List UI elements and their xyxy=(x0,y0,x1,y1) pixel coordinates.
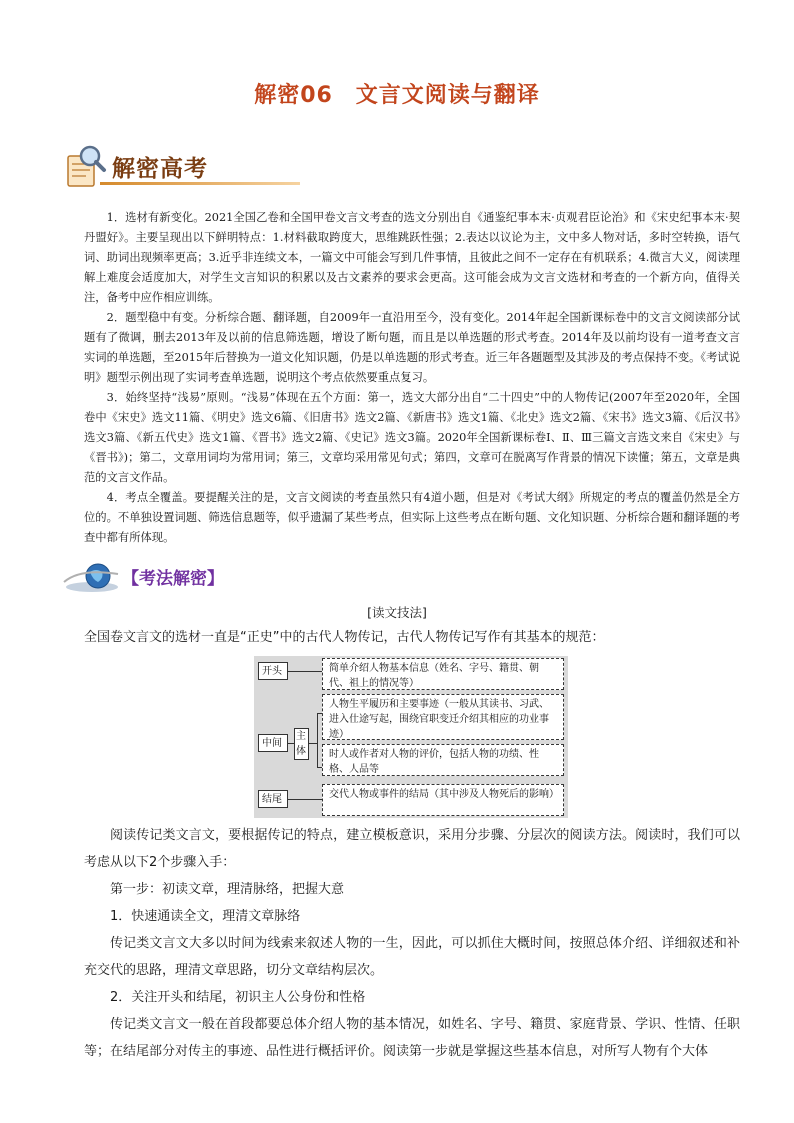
body-paragraph: 传记类文言文一般在首段都要总体介绍人物的基本情况，如姓名、字号、籍贯、家庭背景、学识、性情、任职等；在结尾部分对传主的事迹、品性进行概括评价。阅读第一步就是掌握这些基本信息，对所写人物有个大体 xyxy=(84,1017,740,1059)
intro-paragraph: 3．始终坚持“浅易”原则。“浅易”体现在五个方面：第一，选文大部分出自“二十四史”中的人物传记(2007年至2020年，全国卷中《宋史》选文11篇、《明史》选文6篇、《旧唐书》选文2篇、《新唐书》选文1篇、《北史》选文2篇、《宋书》选文3篇、《后汉书》选文3篇、《新五代史》选文1篇、《晋书》选文2篇、《史记》选文3篇。2020年全国新课标卷Ⅰ、Ⅱ、Ⅲ三篇文言选文来自《宋史》与《晋书》)；第二，文章用词均为常用词；第三，文章均采用常见句式；第四，文章可在脱离写作背景的情况下读懂；第五，文章是典范的文言文作品。 xyxy=(84,391,740,484)
section-banner-decode xyxy=(60,142,250,190)
diagram-content-opening: 简单介绍人物基本信息（姓名、字号、籍贯、朝代、祖上的情况等） xyxy=(322,658,564,690)
diagram-node-body: 主体 xyxy=(294,728,309,760)
intro-paragraph: 1．选材有新变化。2021全国乙卷和全国甲卷文言文考查的选文分别出自《通鉴纪事本末·贞观君臣论治》和《宋史纪事本末·契丹盟好》。主要呈现出以下鲜明特点：1.材料截取跨度大，思维跳跃性强；2.表达以议论为主，文中多人物对话，多时空转换，语气词、助词出现频率更高；3.近乎非连续文本，一篇文中可能会写到几件事情，且彼此之间不一定存在有机联系；4.微言大义，阅读理解上难度会适度加大，对学生文言知识的积累以及古文素养的要求会更高。这可能会成为文言文选材和考查的一个新方向，值得关注，备考中应作相应训练。 xyxy=(84,211,740,304)
page-title: 解密06 文言文阅读与翻译 xyxy=(254,83,540,108)
lead-text xyxy=(84,624,740,651)
connector-line xyxy=(288,743,294,744)
step-heading: 第一步：初读文章，理清脉络，把握大意 xyxy=(110,882,345,897)
globe-icon xyxy=(60,560,122,594)
diagram-content-body: 人物生平履历和主要事迹（一般从其读书、习武、进入仕途写起，围绕官职变迁介绍其相应的功业事迹） xyxy=(322,694,564,740)
subheading: 1．快速通读全文，理清文章脉络 xyxy=(110,909,301,924)
diagram-content-evaluation: 时人或作者对人物的评价，包括人物的功绩、性格、人品等 xyxy=(322,744,564,776)
body-paragraph: 传记类文言文大多以时间为线索来叙述人物的一生，因此，可以抓住大概时间，按照总体介绍、详细叙述和补充交代的思路，理清文章思路，切分文章结构层次。 xyxy=(84,936,740,978)
connector-line xyxy=(288,799,322,800)
diagram-node-middle: 中间 xyxy=(258,734,288,752)
main-text xyxy=(84,822,740,1065)
intro-paragraph: 2．题型稳中有变。分析综合题、翻译题，自2009年一直沿用至今，没有变化。2014年起全国新课标卷中的文言文阅读部分试题有了微调，删去2013年及以前的信息筛选题，增设了断句题，而且是以单选题的形式考查。2014年及以前均设有一道考查文言实词的单选题，至2015年后替换为一道文化知识题，仍是以单选题的形式考查。近三年各题题型及其涉及的考点保持不变。《考试说明》题型示例出现了实词考查单选题，说明这个考点依然要重点复习。 xyxy=(84,311,740,384)
section-banner-methods xyxy=(60,560,260,594)
banner-title: 【考法解密】 xyxy=(122,569,224,589)
diagram-node-ending: 结尾 xyxy=(258,790,288,808)
connector-line xyxy=(317,713,318,768)
diagram-node-opening: 开头 xyxy=(258,662,288,680)
banner-title: 解密高考 xyxy=(112,156,208,182)
intro-paragraph: 4．考点全覆盖。要提醒关注的是，文言文阅读的考查虽然只有4道小题，但是对《考试大纲》所规定的考点的覆盖仍然是全方位的。不单独设置词题、筛选信息题等，似乎遗漏了某些考点，但实际上这些考点在断句题、文化知识题、分析综合题和翻译题的考查中都有所体现。 xyxy=(84,491,740,544)
diagram-content-ending: 交代人物或事件的结局（其中涉及人物死后的影响） xyxy=(322,784,564,816)
biography-structure-diagram xyxy=(254,656,568,818)
lead-paragraph: 全国卷文言文的选材一直是“正史”中的古代人物传记，古代人物传记写作有其基本的规范： xyxy=(84,630,605,645)
intro-text xyxy=(84,208,740,548)
connector-line xyxy=(288,671,322,672)
body-paragraph: 阅读传记类文言文，要根据传记的特点，建立模板意识，采用分步骤、分层次的阅读方法。阅读时，我们可以考虑从以下2个步骤入手： xyxy=(84,828,740,870)
subheading: 2．关注开头和结尾，初识主人公身份和性格 xyxy=(110,990,366,1005)
connector-line xyxy=(309,743,317,744)
banner-underline xyxy=(100,182,300,185)
section-label: [读文技法] xyxy=(367,605,427,620)
